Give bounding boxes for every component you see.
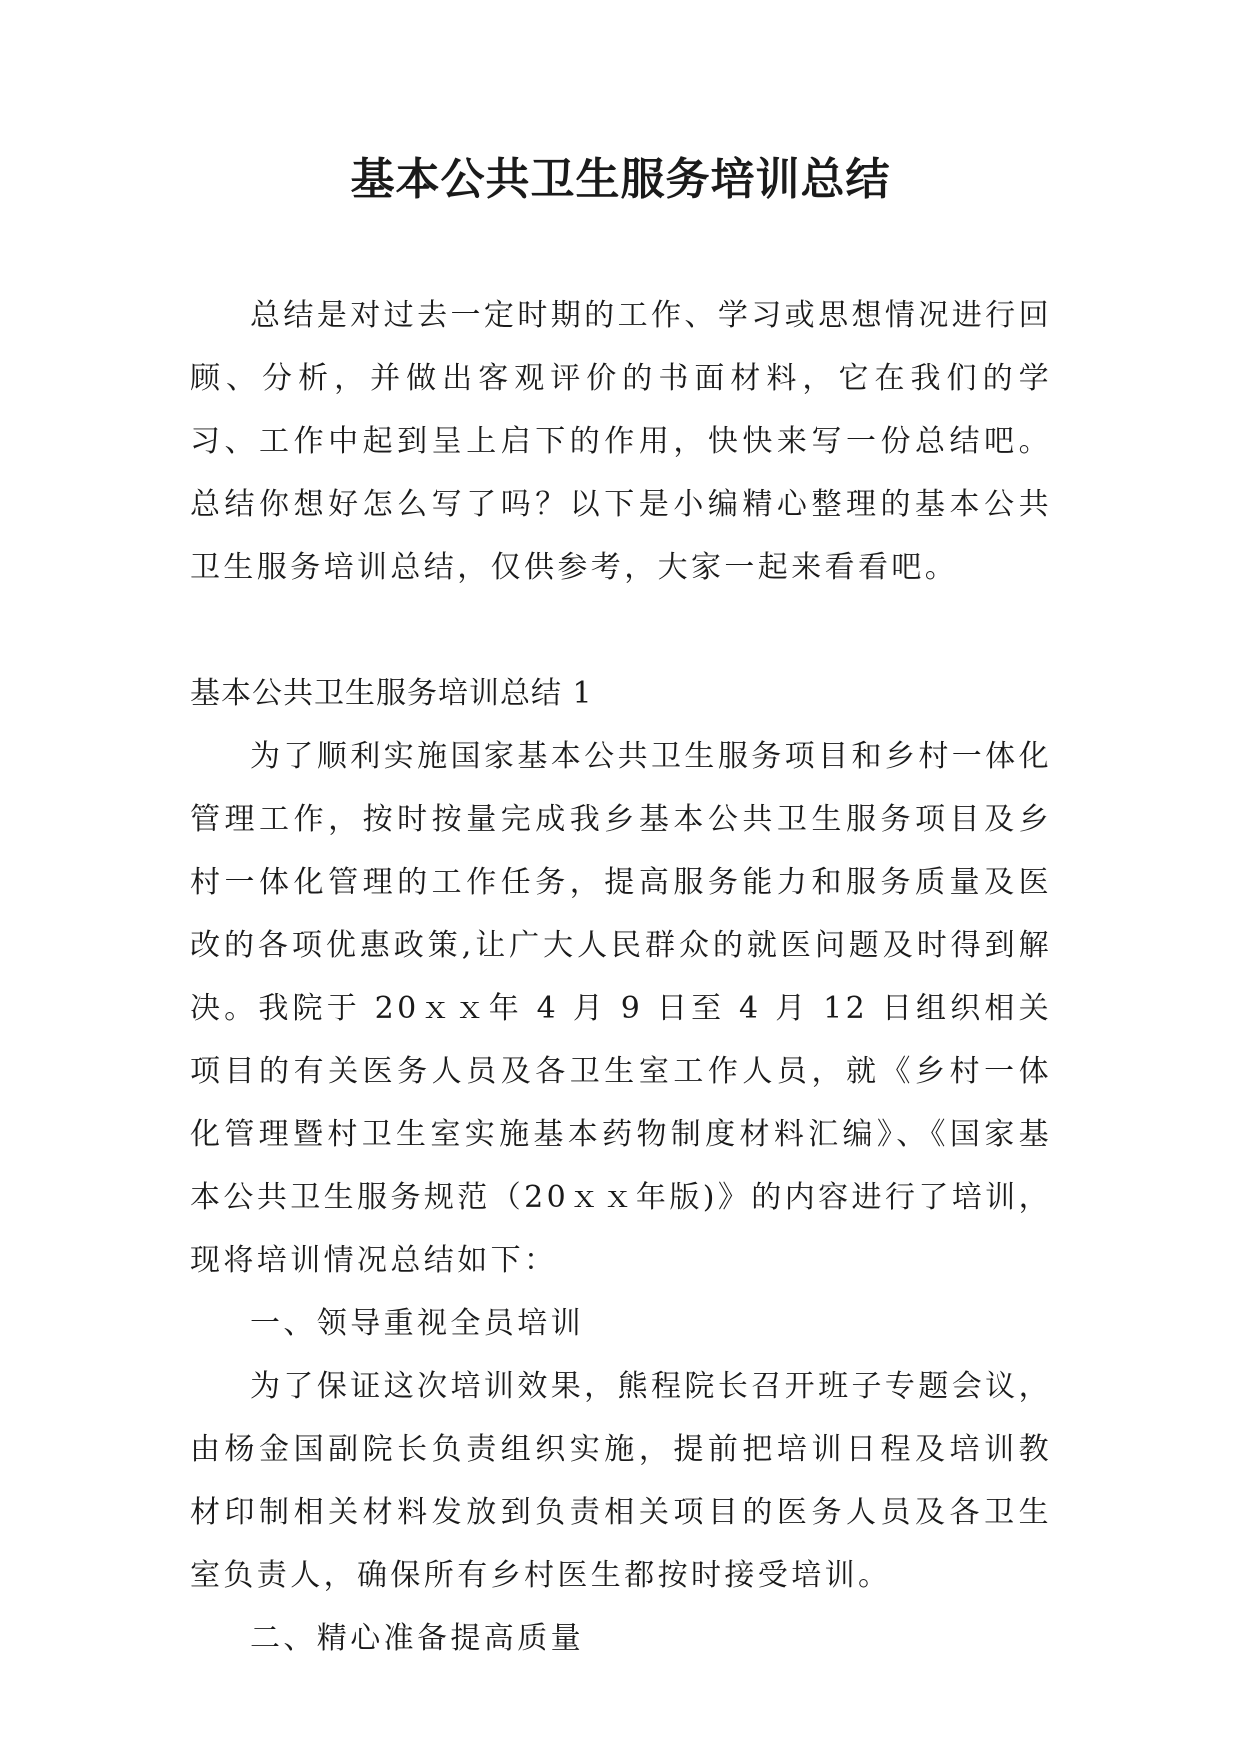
section-title: 基本公共卫生服务培训总结 1 xyxy=(190,676,593,711)
heading-1: 一、领导重视全员培训 xyxy=(250,1306,584,1341)
paragraph-gap xyxy=(190,599,1052,662)
intro-paragraph: 总结是对过去一定时期的工作、学习或思想情况进行回顾、分析，并做出客观评价的书面材料，它在我们的学习、工作中起到呈上启下的作用，快快来写一份总结吧。总结你想好怎么写了吗？以下是小编精心整理的基本公共卫生服务培训总结，仅供参考，大家一起来看看吧。 xyxy=(190,298,1052,585)
body-paragraph-1: 为了顺利实施国家基本公共卫生服务项目和乡村一体化管理工作，按时按量完成我乡基本公共卫生服务项目及乡村一体化管理的工作任务，提高服务能力和服务质量及医改的各项优惠政策,让广大人民群众的就医问题及时得到解决。我院于 20ｘｘ年 4 月 9 日至 4 月 12 日组织相关项目的有关医务人员及各卫生室工作人员，就《乡村一体化管理暨村卫生室实施基本药物制度材料汇编》、《国家基本公共卫生服务规范（20ｘｘ年版)》的内容进行了培训，现将培训情况总结如下： xyxy=(190,739,1052,1278)
document-body xyxy=(190,284,1052,1670)
document-title: 基本公共卫生服务培训总结 xyxy=(350,154,891,205)
heading-2: 二、精心准备提高质量 xyxy=(250,1621,584,1656)
body-paragraph-2: 为了保证这次培训效果，熊程院长召开班子专题会议，由杨金国副院长负责组织实施，提前把培训日程及培训教材印制相关材料发放到负责相关项目的医务人员及各卫生室负责人，确保所有乡村医生都按时接受培训。 xyxy=(190,1369,1052,1593)
